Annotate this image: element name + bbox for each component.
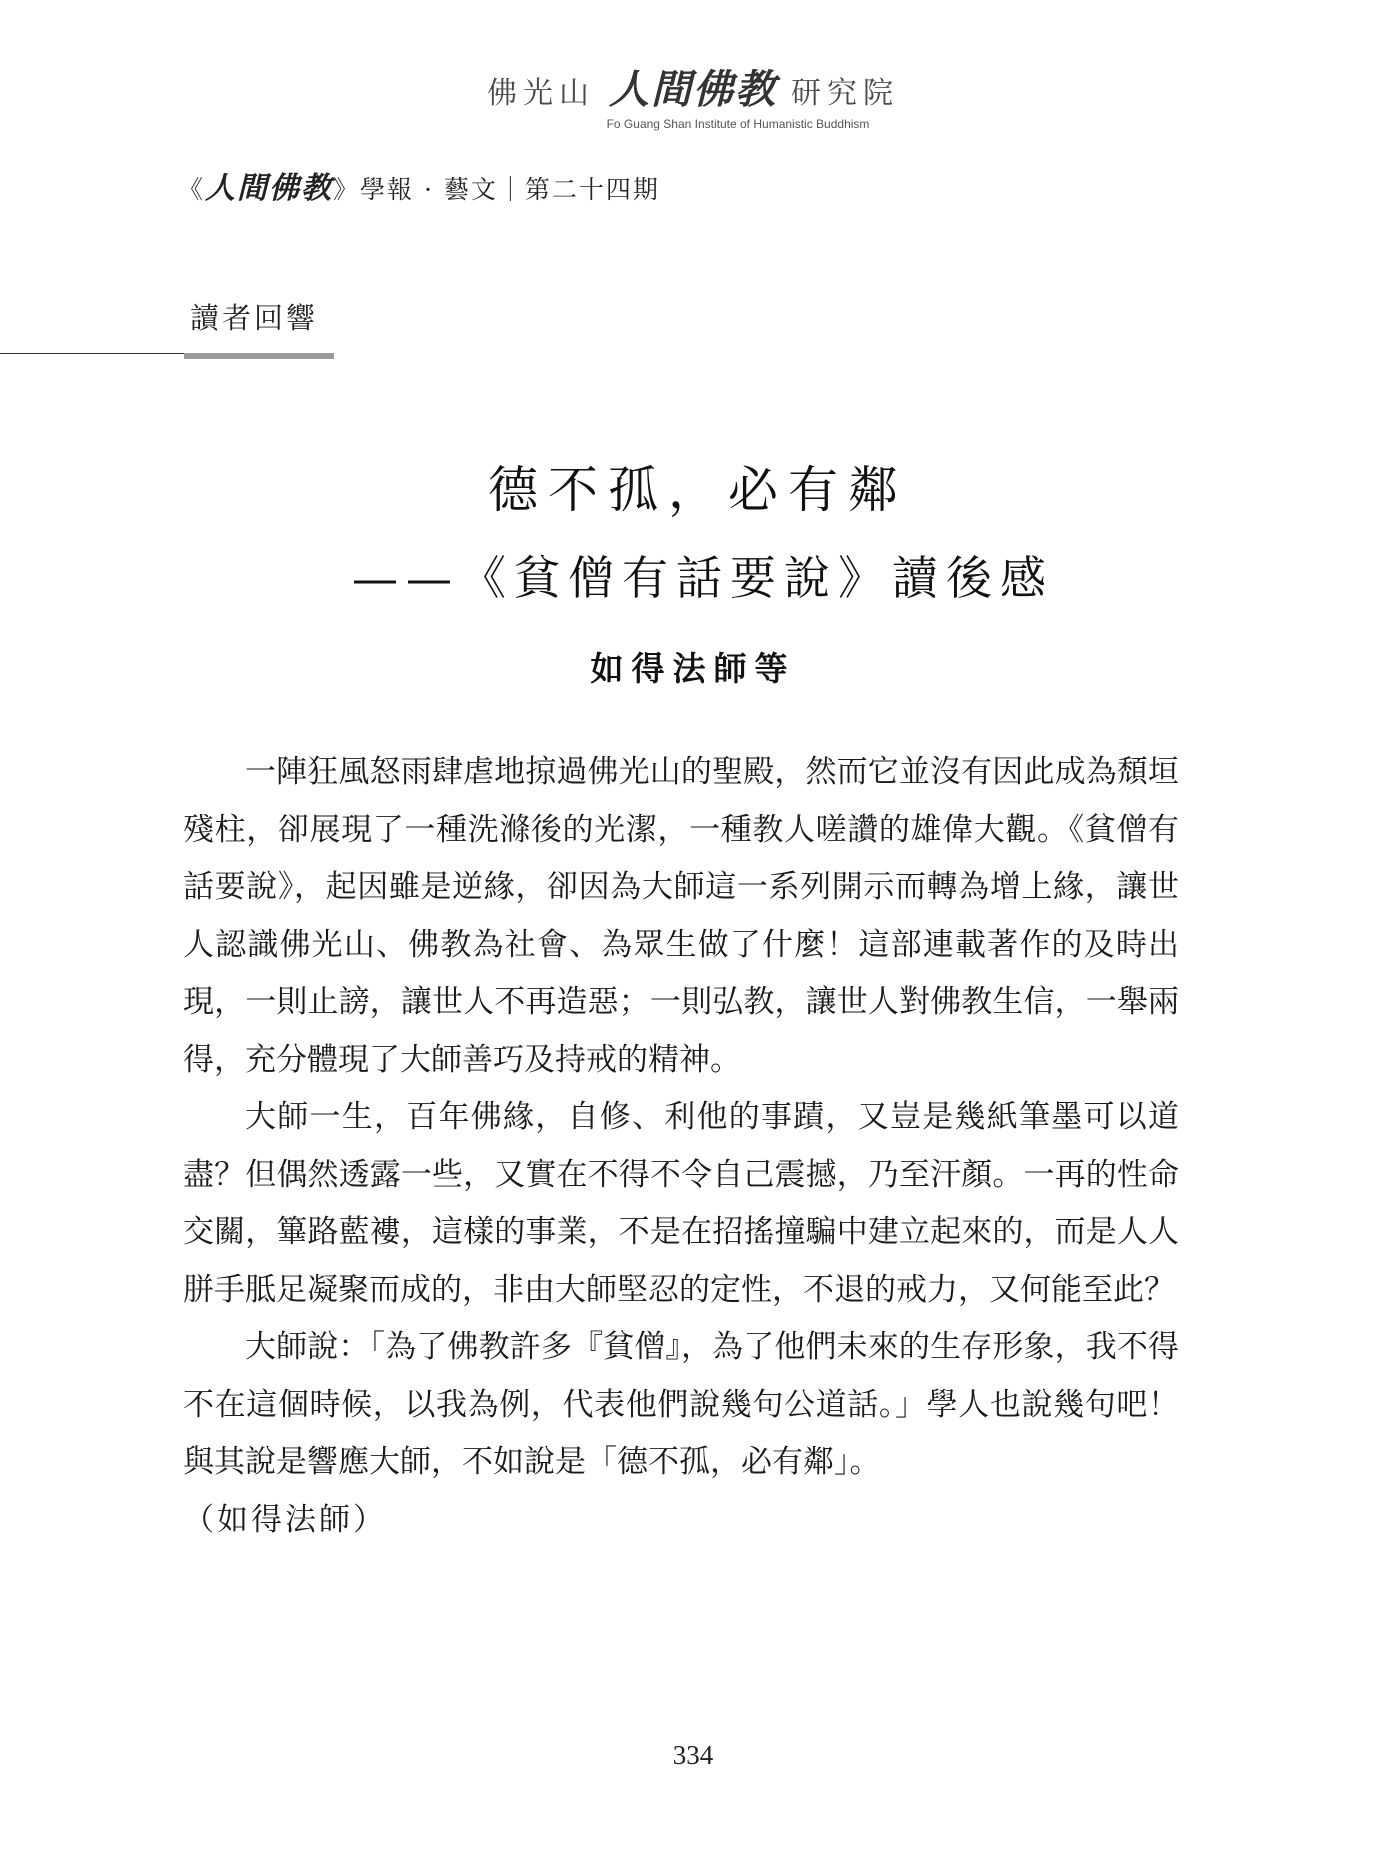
body-paragraph-3: 大師說：「為了佛教許多『貧僧』，為了他們未來的生存形象，我不得不在這個時候，以我為例，代表他們說幾句公道話。」學人也說幾句吧！與其說是響應大師，不如說是「德不孤，必有鄰」。 (183, 1329, 1179, 1480)
institute-prefix: 佛光山 (487, 76, 595, 111)
article-title: 德不孤，必有鄰 (488, 461, 908, 519)
section-label: 讀者回響 (190, 301, 319, 335)
article-title-block (0, 450, 1386, 608)
institute-name-line (487, 58, 899, 115)
institute-logo: 人間佛教 (609, 67, 777, 113)
article-signature: （如得法師） (183, 1501, 387, 1538)
article-body (183, 744, 1179, 1549)
journal-running-head (178, 163, 660, 207)
section-rule (0, 351, 334, 359)
journal-logo: 人間佛教 (205, 171, 334, 206)
journal-issue-info: 》學報 · 藝文｜第二十四期 (333, 175, 660, 204)
body-paragraph-2: 大師一生，百年佛緣，自修、利他的事蹟，又豈是幾紙筆墨可以道盡？但偶然透露一些，又實在不得不令自己震撼，乃至汗顏。一再的性命交關，篳路藍褸，這樣的事業，不是在招搖撞騙中建立起來的，而是人人胼手胝足凝聚而成的，非由大師堅忍的定性，不退的戒力，又何能至此？ (183, 1099, 1179, 1308)
journal-open-quote: 《 (178, 175, 206, 204)
institute-suffix: 研究院 (791, 76, 899, 111)
article-subtitle: ——《貧僧有話要說》讀後感 (352, 551, 1054, 605)
institute-header (0, 58, 1386, 131)
institute-english-name: Fo Guang Shan Institute of Humanistic Buddhism (606, 117, 870, 131)
page-number: 334 (672, 1740, 714, 1770)
article-author: 如得法師等 (590, 649, 796, 688)
body-paragraph-1: 一陣狂風怒雨肆虐地掠過佛光山的聖殿，然而它並沒有因此成為頹垣殘柱，卻展現了一種洗滌後的光潔，一種教人嗟讚的雄偉大觀。《貧僧有話要說》，起因雖是逆緣，卻因為大師這一系列開示而轉為增上緣，讓世人認識佛光山、佛教為社會、為眾生做了什麼！這部連載著作的及時出現，一則止謗，讓世人不再造惡；一則弘教，讓世人對佛教生信，一舉兩得，充分體現了大師善巧及持戒的精神。 (183, 754, 1179, 1078)
section-header (0, 296, 334, 359)
section-rule-thick (184, 353, 334, 359)
